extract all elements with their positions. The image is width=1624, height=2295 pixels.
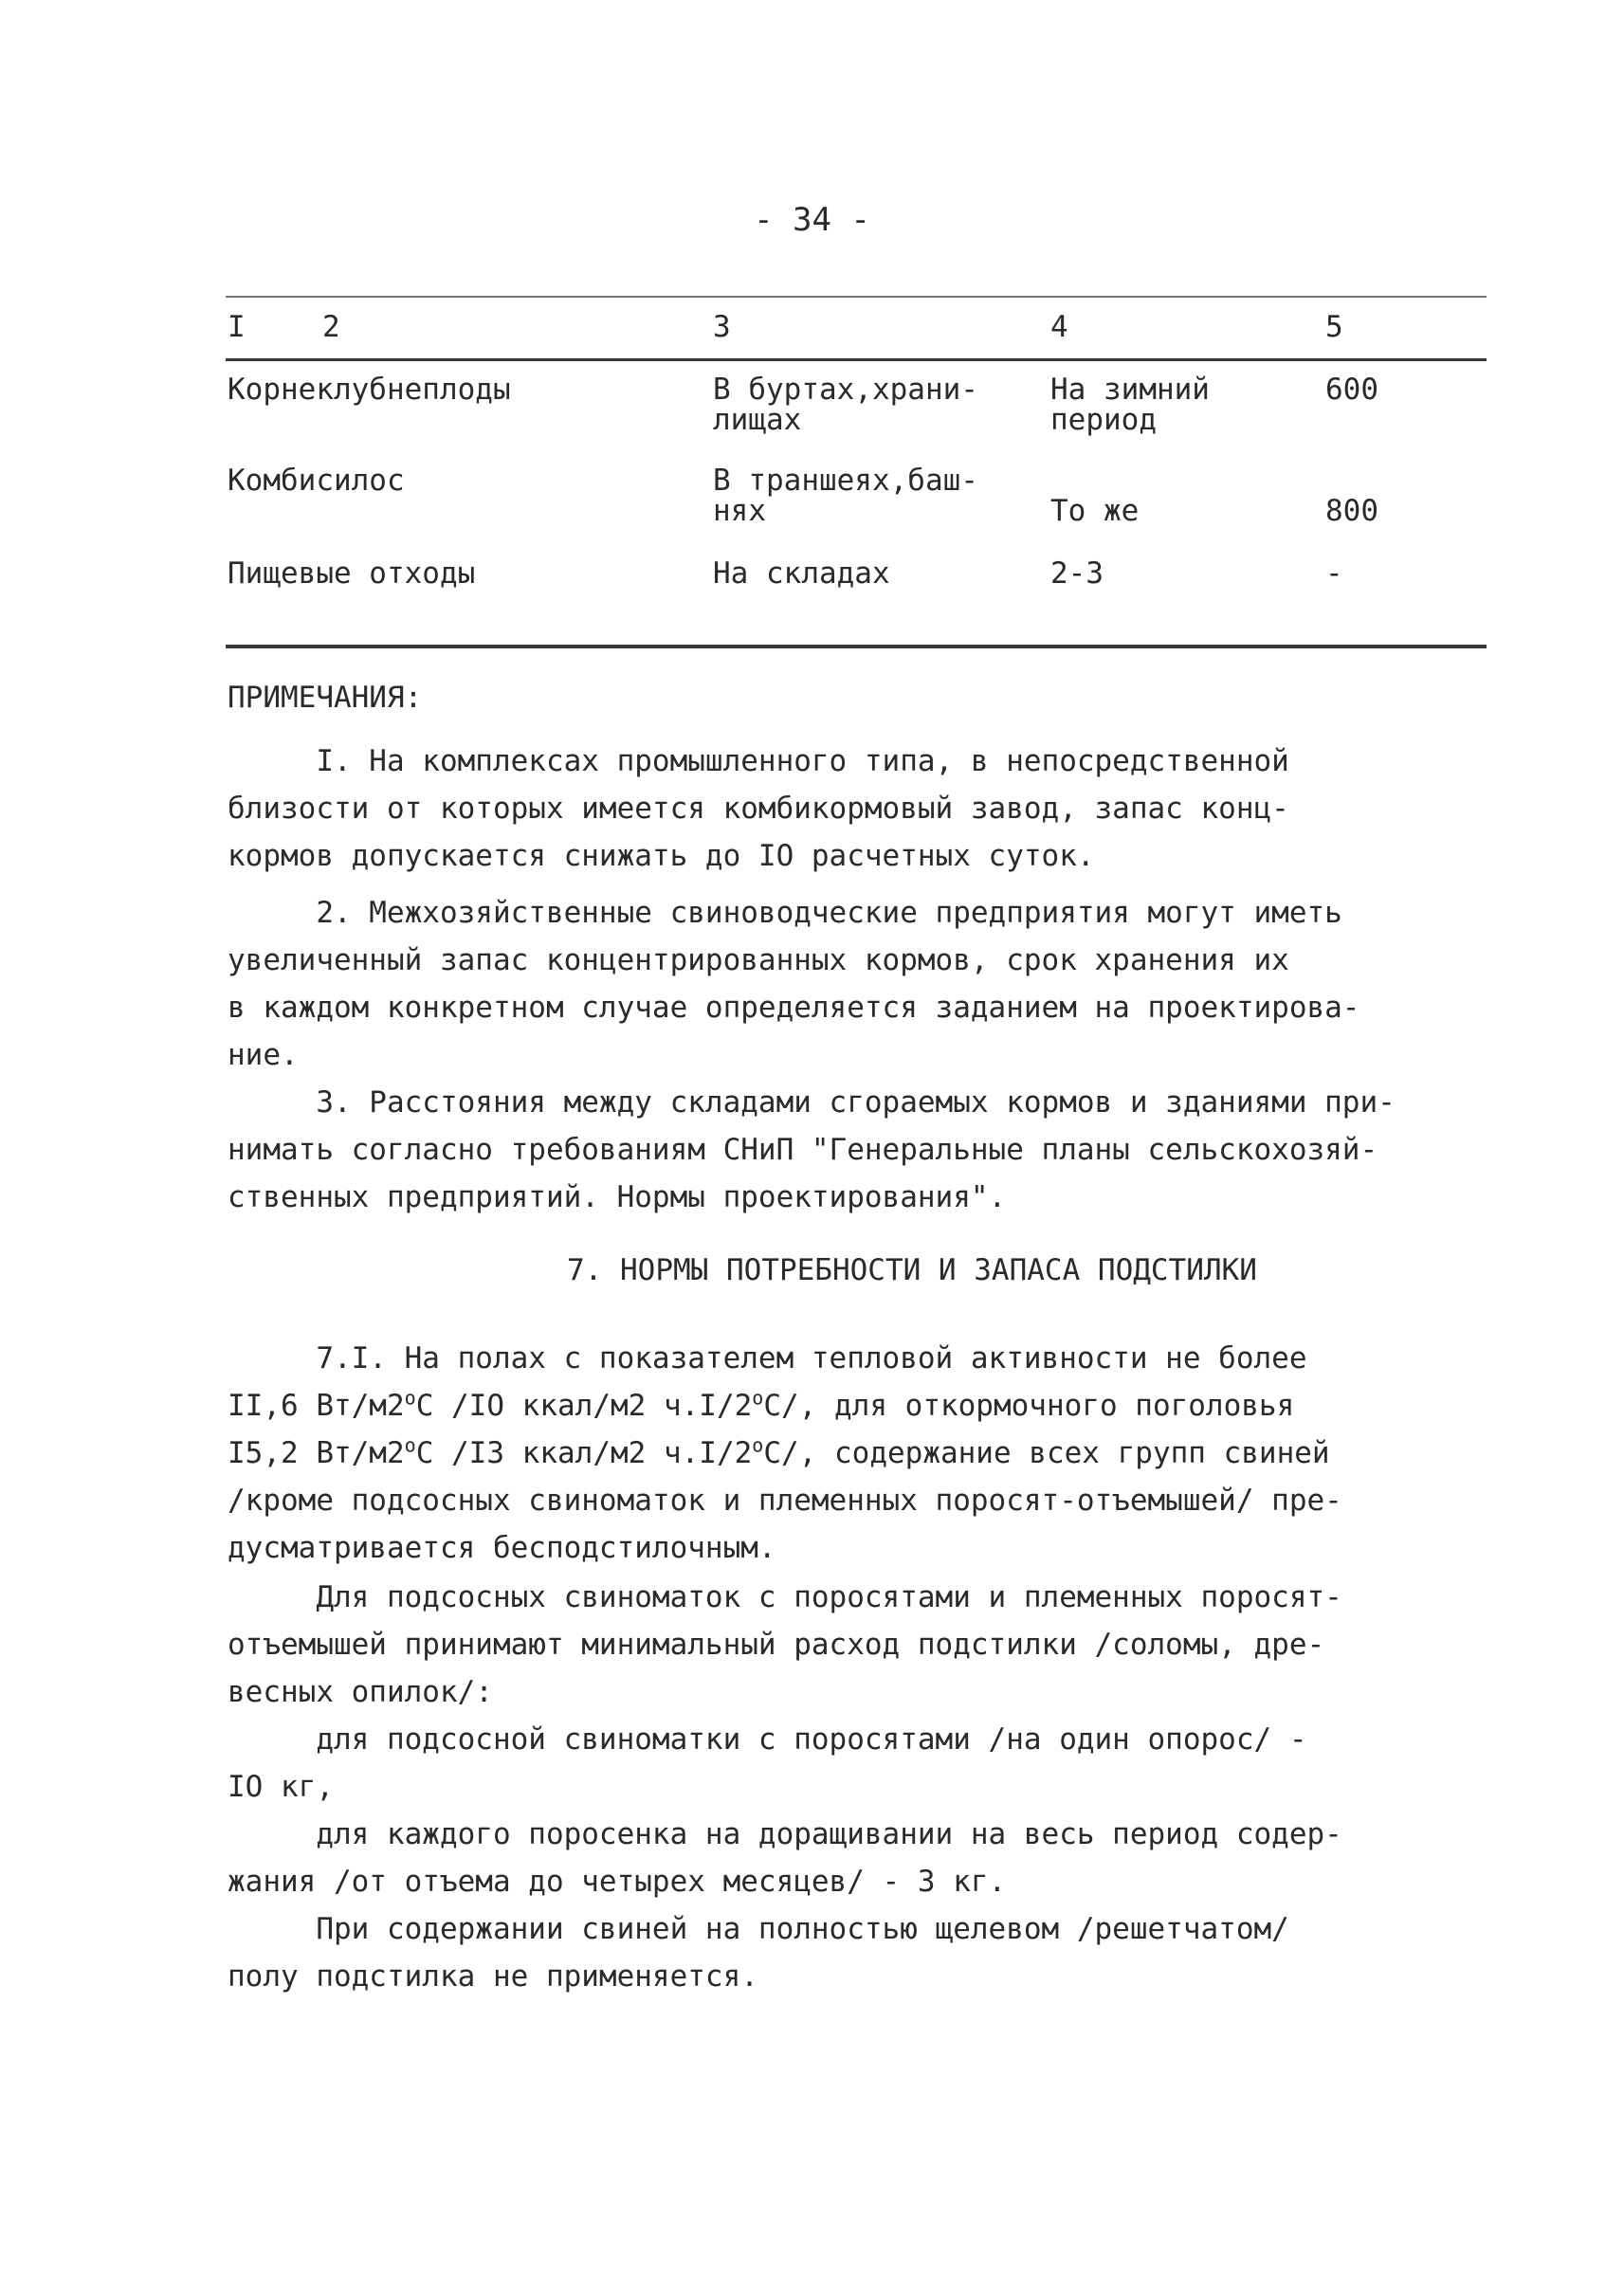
note-2-line: ние.: [228, 1038, 299, 1072]
paragraph-line-formula: [228, 1382, 1460, 1430]
table-row-2-name: Комбисилос: [228, 464, 405, 498]
table-row-1-value: 600: [1325, 373, 1378, 407]
table-row-3-period: 2-3: [1050, 556, 1104, 591]
table-header-2: 2: [322, 310, 340, 344]
section-title: 7. НОРМЫ ПОТРЕБНОСТИ И ЗАПАСА ПОДСТИЛКИ: [567, 1253, 1257, 1287]
formula-part: С/, содержание всех групп свиней: [763, 1436, 1330, 1470]
formula-part: II,6 Вт/м2: [228, 1389, 405, 1423]
table-row-2-value: 800: [1325, 494, 1378, 528]
degree-sup: o: [404, 1433, 416, 1457]
note-1-line: кормов допускается снижать до IO расчетных суток.: [228, 839, 1095, 873]
paragraph-line: весных опилок/:: [228, 1675, 493, 1709]
paragraph-line: дусматривается бесподстилочным.: [228, 1531, 776, 1565]
table-row-3-name: Пищевые отходы: [228, 556, 476, 591]
table-row-1-period-cont: период: [1050, 403, 1157, 437]
note-2-line: увеличенный запас концентрированных кормов, срок хранения их: [228, 943, 1289, 977]
formula-part: I5,2 Вт/м2: [228, 1436, 405, 1470]
table-row-1-period: На зимний: [1050, 373, 1210, 407]
note-1-line: I. На комплексах промышленного типа, в непосредственной: [228, 744, 1289, 778]
note-3-line: нимать согласно требованиям СНиП "Генеральные планы сельскохозяй-: [228, 1133, 1378, 1167]
table-row-2-storage: В траншеях,баш-: [713, 464, 978, 498]
formula-part: С /IO ккал/м2 ч.I/2: [415, 1389, 753, 1423]
paragraph-line: IO кг,: [228, 1770, 334, 1804]
section-paragraph-5: [228, 1905, 1460, 2000]
paragraph-line: При содержании свиней на полностью щелевом /решетчатом/: [228, 1912, 1289, 1946]
table-row-3-value: -: [1325, 556, 1343, 591]
table-row-3-storage: На складах: [713, 556, 890, 591]
page-number: - 34 -: [754, 201, 870, 239]
table-top-rule: [226, 296, 1487, 298]
table-row-2-storage-cont: нях: [713, 494, 766, 528]
table-header-rule: [226, 358, 1487, 361]
table-bottom-rule: [226, 645, 1487, 648]
paragraph-line: отъемышей принимают минимальный расход подстилки /соломы, дре-: [228, 1628, 1325, 1662]
note-3-line: ственных предприятий. Нормы проектирования".: [228, 1180, 1007, 1214]
paragraph-line: полу подстилка не применяется.: [228, 1959, 758, 1994]
table-header-4: 4: [1050, 310, 1068, 344]
note-3-line: 3. Расстояния между складами сгораемых кормов и зданиями при-: [228, 1085, 1396, 1120]
degree-sup: o: [404, 1386, 416, 1410]
paragraph-line: 7.I. На полах с показателем тепловой активности не более: [228, 1341, 1307, 1375]
paragraph-line: для каждого поросенка на доращивании на весь период содер-: [228, 1817, 1342, 1851]
section-paragraph-1: [228, 1335, 1460, 1572]
paragraph-line: для подсосной свиноматки с поросятами /на один опорос/ -: [228, 1722, 1307, 1757]
table-row-1-storage: В буртах,храни-: [713, 373, 978, 407]
paragraph-line: жания /от отъема до четырех месяцев/ - 3 кг.: [228, 1865, 1007, 1899]
section-paragraph-4: [228, 1811, 1460, 1905]
section-paragraph-2: [228, 1574, 1460, 1716]
table-row-1-name: Корнеклубнеплоды: [228, 373, 511, 407]
note-1: [228, 738, 1460, 880]
degree-sup: o: [752, 1433, 764, 1457]
note-2: [228, 889, 1460, 1079]
table-header-3: 3: [713, 310, 731, 344]
table-row-2-period: То же: [1050, 494, 1140, 528]
table-row-1-storage-cont: лищах: [713, 403, 802, 437]
formula-part: С/, для откормочного поголовья: [763, 1389, 1295, 1423]
formula-part: С /I3 ккал/м2 ч.I/2: [415, 1436, 753, 1470]
table-header-5: 5: [1325, 310, 1343, 344]
note-2-line: 2. Межхозяйственные свиноводческие предприятия могут иметь: [228, 896, 1342, 930]
note-1-line: близости от которых имеется комбикормовый завод, запас конц-: [228, 792, 1289, 826]
notes-title: ПРИМЕЧАНИЯ:: [228, 681, 423, 715]
table-header-1: I: [228, 310, 246, 344]
section-paragraph-3: [228, 1716, 1460, 1811]
paragraph-line-formula: [228, 1430, 1460, 1477]
paragraph-line: /кроме подсосных свиноматок и племенных поросят-отъемышей/ пре-: [228, 1484, 1342, 1518]
paragraph-line: Для подсосных свиноматок с поросятами и племенных поросят-: [228, 1580, 1342, 1614]
note-2-line: в каждом конкретном случае определяется заданием на проектирова-: [228, 991, 1360, 1025]
degree-sup: o: [752, 1386, 764, 1410]
note-3: [228, 1079, 1460, 1221]
